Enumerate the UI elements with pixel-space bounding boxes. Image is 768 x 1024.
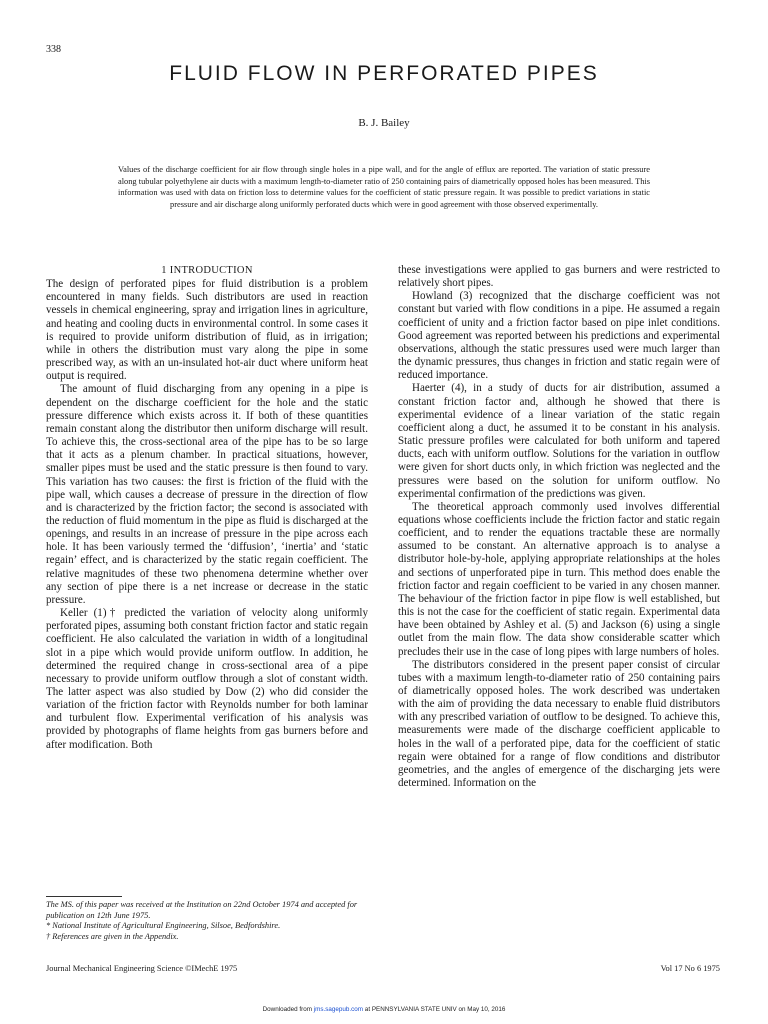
left-column <box>46 264 368 752</box>
right-column <box>398 264 720 790</box>
abstract: Values of the discharge coefficient for air flow through single holes in a pipe wall, and for the angle of efflux are reported. The variation of static pressure along tubular polyethylene air ducts with a maximum length-to-diameter ratio of 250 containing pairs of diametrically opposed holes has been measured. This information was used with data on friction loss to determine values for the coefficient of static pressure regain. It was possible to predict variations in static pressure and air discharge along uniformly perforated ducts which were in good agreement with those observed experimentally. <box>118 165 650 209</box>
download-prefix: Downloaded from <box>262 1006 314 1013</box>
paragraph: The theoretical approach commonly used involves differential equations whose coefficients include the friction factor and static regain coefficient, and to render the equations tractable these are normally assumed to be constant. An alternative approach is to analyse a distributor hole-by-hole, applying appropriate relationships at the holes and sections of unperforated pipe in turn. This method does enable the friction factor and regain coefficient to be varied in any chosen manner. The behaviour of the friction factor in pipe flow is well established, but this is not the case for the coefficient of static regain. Experimental data have been obtained by Ashley et al. (5) and Jackson (6) using a single outlet from the main flow. The data show considerable scatter which precludes their use in the case of long pipes with large numbers of holes. <box>398 500 720 658</box>
paragraph: The distributors considered in the present paper consist of circular tubes with a maximum length-to-diameter ratio of 250 containing pairs of diametrically opposed holes. The work described was undertaken with the aim of providing the data necessary to enable fluid distributors with any prescribed variation of outflow to be designed. To achieve this, measurements were made of the discharge coefficient applicable to holes in the wall of a perforated pipe, data for the coefficient of static regain were obtained for a range of flow conditions and distributor geometries, and the angles of emergence of the discharging jets were determined. Information on the <box>398 658 720 790</box>
paragraph: The amount of fluid discharging from any opening in a pipe is dependent on the discharge coefficient for the hole and the static pressure difference which exists across it. If both of these quantities remain constant along the distributor then uniform discharge will result. To achieve this, the cross-sectional area of the pipe has to be so large that it acts as a plenum chamber. In practical situations, however, smaller pipes must be used and the static pressure is then found to vary. This variation has two causes: the first is friction of the fluid with the pipe wall, which causes a decrease of pressure in the direction of flow and is characterized by the friction factor; the second is associated with the reduction of fluid momentum in the pipe as fluid is discharged at the openings, and results in an increase of pressure in the pipe across each hole. It has been variously termed the ‘diffusion’, ‘inertia’ and ‘static regain’ effect, and is characterized by the static regain coefficient. The relative magnitudes of these two phenomena determine whether over any section of pipe there is a net increase or decrease in the static pressure. <box>46 383 368 606</box>
paragraph: The design of perforated pipes for fluid distribution is a problem encountered in many fields. Such distributors are used in reaction vessels in chemical engineering, spray and irrigation lines in agriculture, and heating and cooling ducts in environmental control. In some cases it is required to provide uniform distribution of fluid, as in irrigation; while in others the distribution must vary along the pipe in some prescribed way, as with an un-insulated hot-air duct where uniform heat output is required. <box>46 278 368 383</box>
author-name: B. J. Bailey <box>358 117 410 129</box>
download-link[interactable]: jms.sagepub.com <box>313 1006 364 1013</box>
page-title: FLUID FLOW IN PERFORATED PIPES <box>169 62 599 85</box>
footnote-rule <box>46 896 122 897</box>
download-suffix: at PENNSYLVANIA STATE UNIV on May 10, 2016 <box>363 1006 506 1013</box>
paragraph: Howland (3) recognized that the discharge coefficient was not constant but varied with flow conditions in a pipe. He assumed a regain coefficient of unity and a friction factor based on pipe inlet conditions. Good agreement was reported between his predictions and experimental observations, although the static pressures used were much larger than the dynamic pressures, thus changes in friction and static regain were of reduced importance. <box>398 290 720 382</box>
paragraph: these investigations were applied to gas burners and were restricted to relatively short pipes. <box>398 264 720 290</box>
footnote-references: † References are given in the Appendix. <box>46 931 179 941</box>
volume-footer: Vol 17 No 6 1975 <box>660 964 720 973</box>
footnote-affiliation: * National Institute of Agricultural Engineering, Silsoe, Bedfordshire. <box>46 921 281 930</box>
paragraph: Keller (1)† predicted the variation of velocity along uniformly perforated pipes, assuming both constant friction factor and static regain coefficient. He also calculated the variation in width of a longitudinal slot in a pipe which would provide uniform outflow. In addition, he determined the required change in cross-sectional area of a pipe necessary to provide uniform outflow through a slot of constant width. The latter aspect was also studied by Dow (2) who did consider the variation of the friction factor with Reynolds number for both laminar and turbulent flow. Experimental verification of his analysis was provided by photographs of flame heights from gas burners before and after modification. Both <box>46 607 368 751</box>
download-notice <box>0 1006 768 1013</box>
journal-footer: Journal Mechanical Engineering Science ©IMechE 1975 <box>46 964 238 973</box>
page-number: 338 <box>46 44 61 55</box>
paragraph: Haerter (4), in a study of ducts for air distribution, assumed a constant friction factor and, although he showed that there is experimental evidence of a linear variation of the static regain coefficient along a duct, he assumed it to be constant in his analysis. Static pressure profiles were calculated for both uniform and tapered ducts, each with uniform outflow. Solutions for the variation in outflow were given for short ducts only, in which friction was neglected and the pressures were based on the solution for uniform outflow. No experimental confirmation of the predictions was given. <box>398 382 720 500</box>
footnotes <box>46 896 368 942</box>
section-heading: 1 INTRODUCTION <box>161 265 253 276</box>
footnote-received: The MS. of this paper was received at the Institution on 22nd October 1974 and accepted for publication on 12th June 1975. <box>46 900 358 920</box>
